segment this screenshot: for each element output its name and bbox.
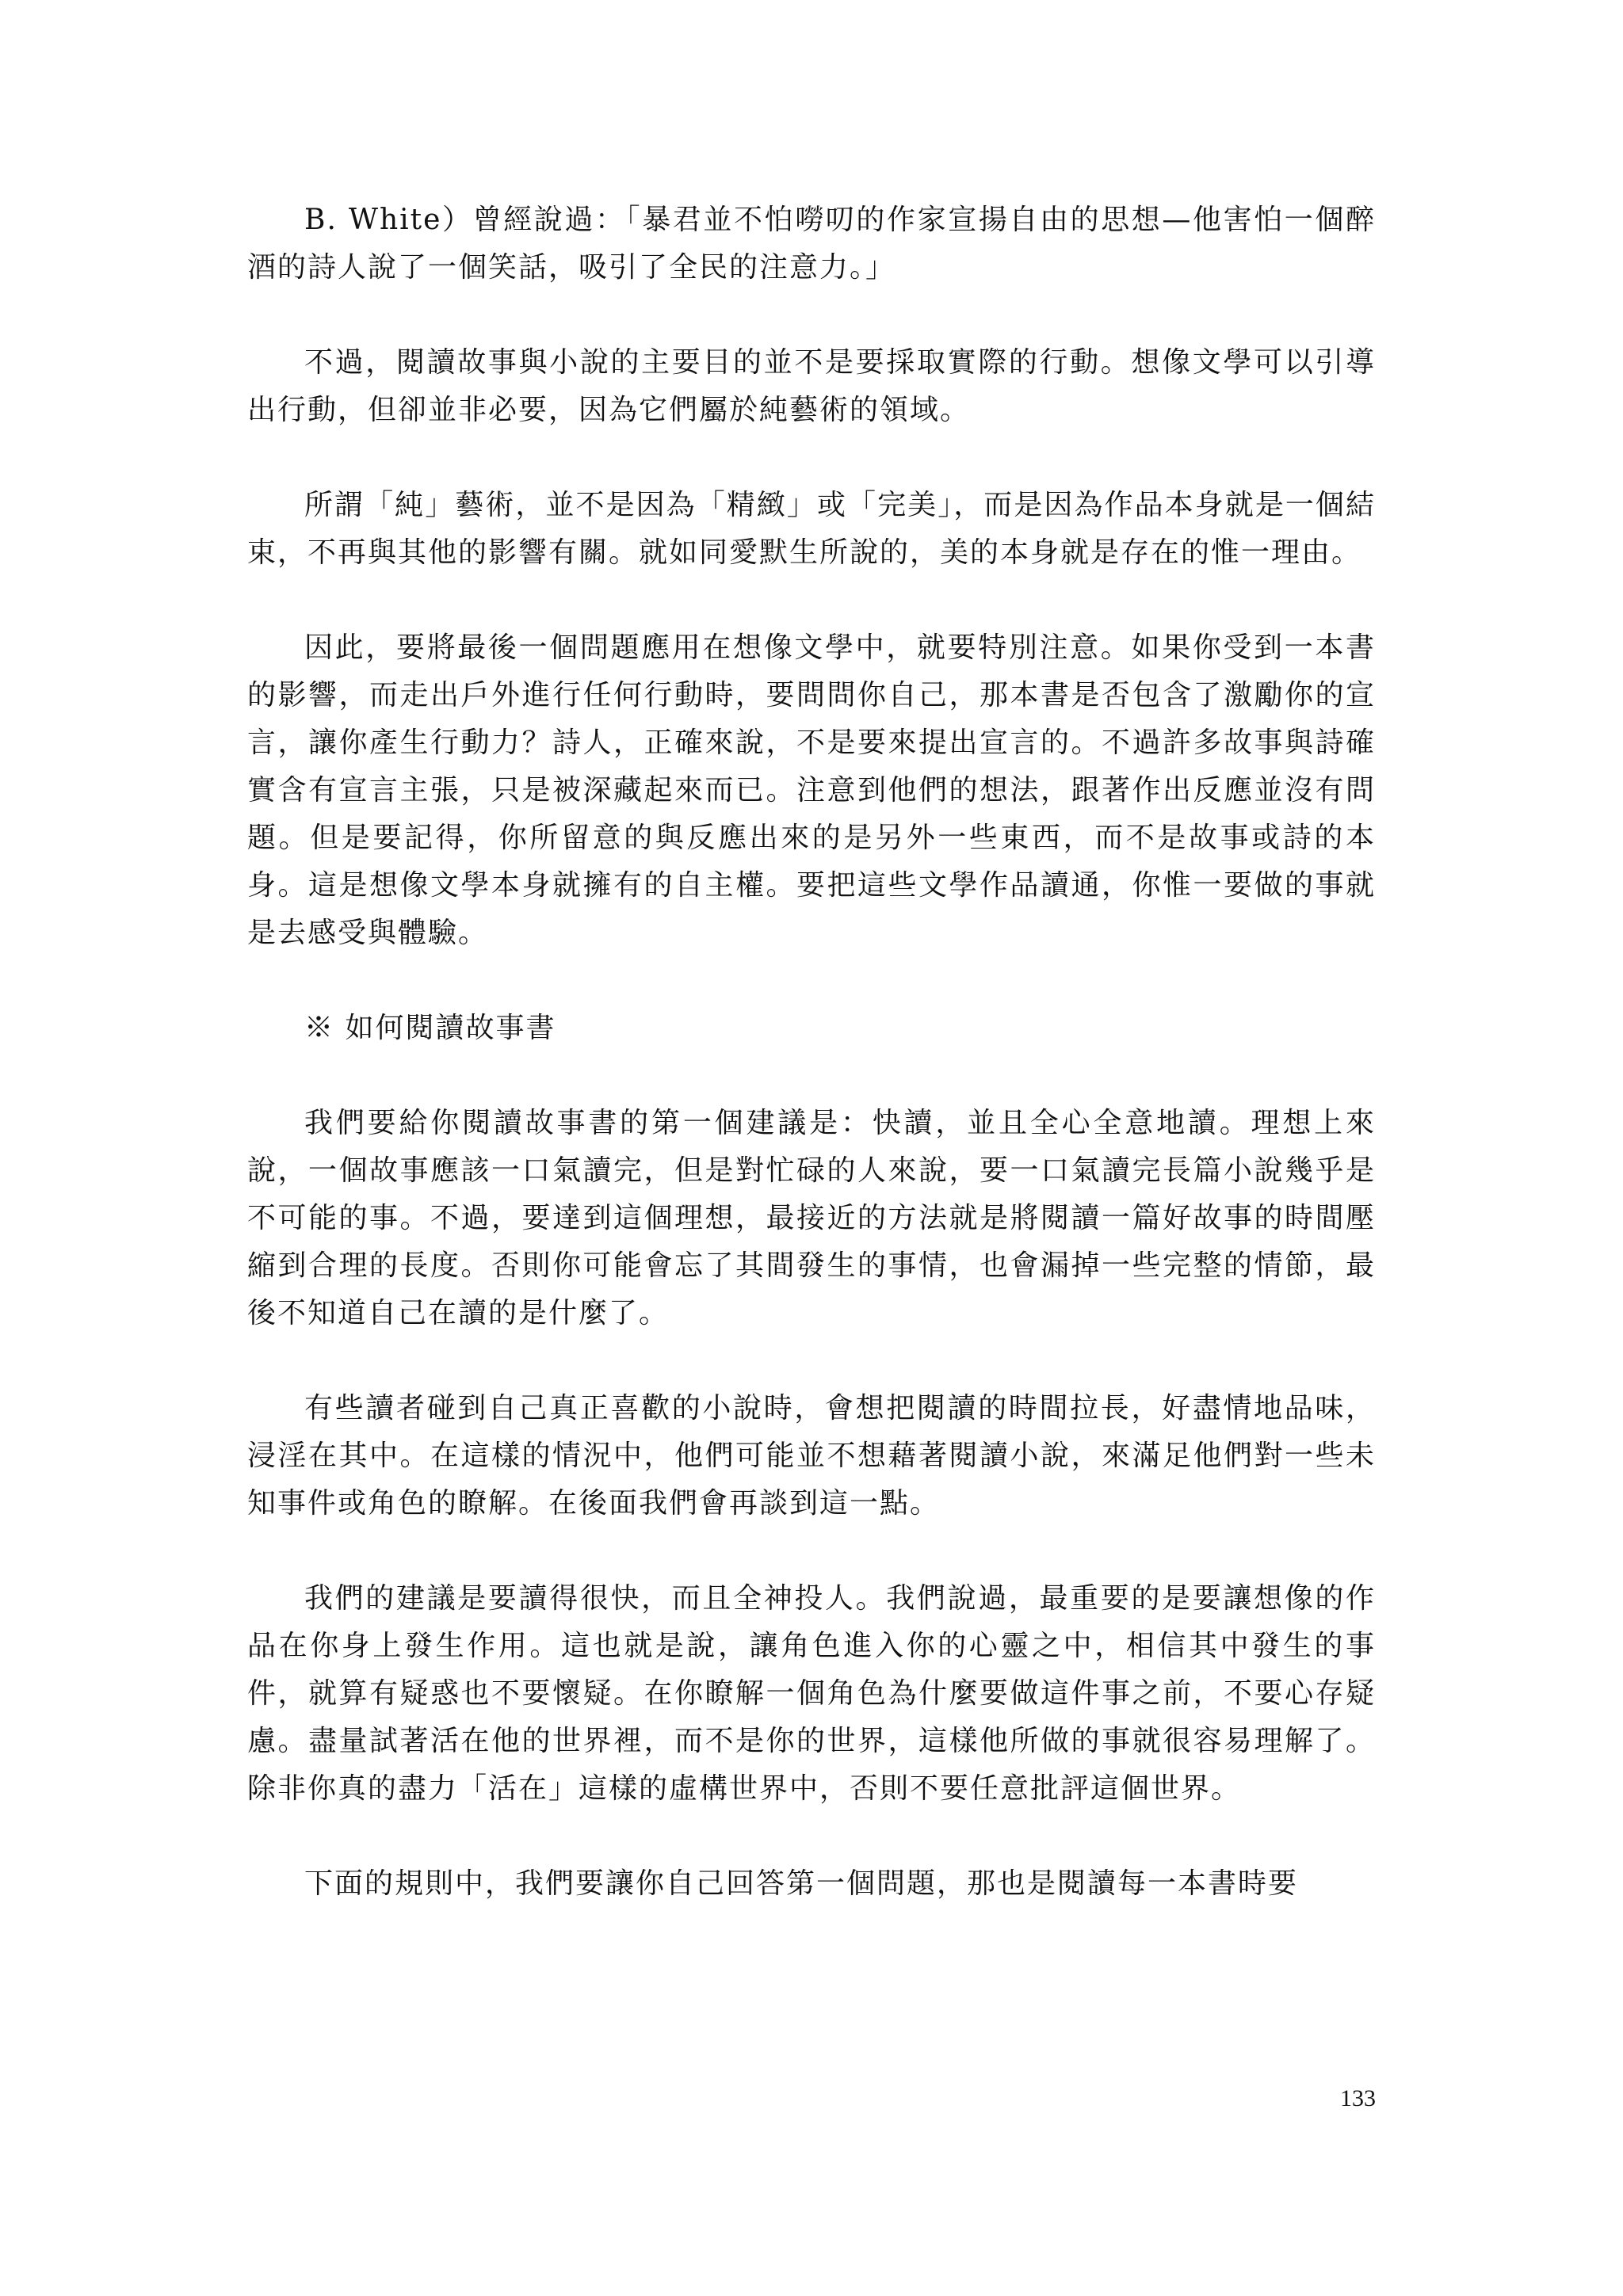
paragraph-7: 我們的建議是要讀得很快，而且全神投人。我們說過，最重要的是要讓想像的作品在你身上發生作用。這也就是說，讓角色進入你的心靈之中，相信其中發生的事件，就算有疑惑也不要懷疑。在你瞭解一個角色為什麼要做這件事之前，不要心存疑慮。盡量試著活在他的世界裡，而不是你的世界，這樣他所做的事就很容易理解了。除非你真的盡力「活在」這樣的虛構世界中，否則不要任意批評這個世界。 <box>247 1582 1376 1805</box>
body-text <box>247 196 1376 1955</box>
paragraph-1: B. White）曾經說過：「暴君並不怕嘮叨的作家宣揚自由的思想—他害怕一個醉酒的詩人說了一個笑話，吸引了全民的注意力。」 <box>247 204 1376 284</box>
paragraph-4: 因此，要將最後一個問題應用在想像文學中，就要特別注意。如果你受到一本書的影響，而走出戶外進行任何行動時，要問問你自己，那本書是否包含了激勵你的宣言，讓你產生行動力？詩人，正確來說，不是要來提出宣言的。不過許多故事與詩確實含有宣言主張，只是被深藏起來而已。注意到他們的想法，跟著作出反應並沒有問題。但是要記得，你所留意的與反應出來的是另外一些東西，而不是故事或詩的本身。這是想像文學本身就擁有的自主權。要把這些文學作品讀通，你惟一要做的事就是去感受與體驗。 <box>247 631 1376 949</box>
paragraph-8: 下面的規則中，我們要讓你自己回答第一個問題，那也是閱讀每一本書時要 <box>304 1867 1299 1900</box>
paragraph-3: 所謂「純」藝術，並不是因為「精緻」或「完美」，而是因為作品本身就是一個結束，不再與其他的影響有關。就如同愛默生所說的，美的本身就是存在的惟一理由。 <box>247 489 1376 569</box>
paragraph-2: 不過，閱讀故事與小說的主要目的並不是要採取實際的行動。想像文學可以引導出行動，但卻並非必要，因為它們屬於純藝術的領域。 <box>247 346 1376 426</box>
paragraph-5: 我們要給你閱讀故事書的第一個建議是：快讀，並且全心全意地讀。理想上來說，一個故事應該一口氣讀完，但是對忙碌的人來說，要一口氣讀完長篇小說幾乎是不可能的事。不過，要達到這個理想，最接近的方法就是將閱讀一篇好故事的時間壓縮到合理的長度。否則你可能會忘了其間發生的事情，也會漏掉一些完整的情節，最後不知道自己在讀的是什麼了。 <box>247 1107 1376 1329</box>
paragraph-6: 有些讀者碰到自己真正喜歡的小說時，會想把閱讀的時間拉長，好盡情地品味，浸淫在其中。在這樣的情況中，他們可能並不想藉著閱讀小說，來滿足他們對一些未知事件或角色的瞭解。在後面我們會再談到這一點。 <box>247 1392 1376 1520</box>
page-number: 133 <box>1340 2085 1376 2111</box>
section-heading: ※ 如何閱讀故事書 <box>304 1012 556 1044</box>
